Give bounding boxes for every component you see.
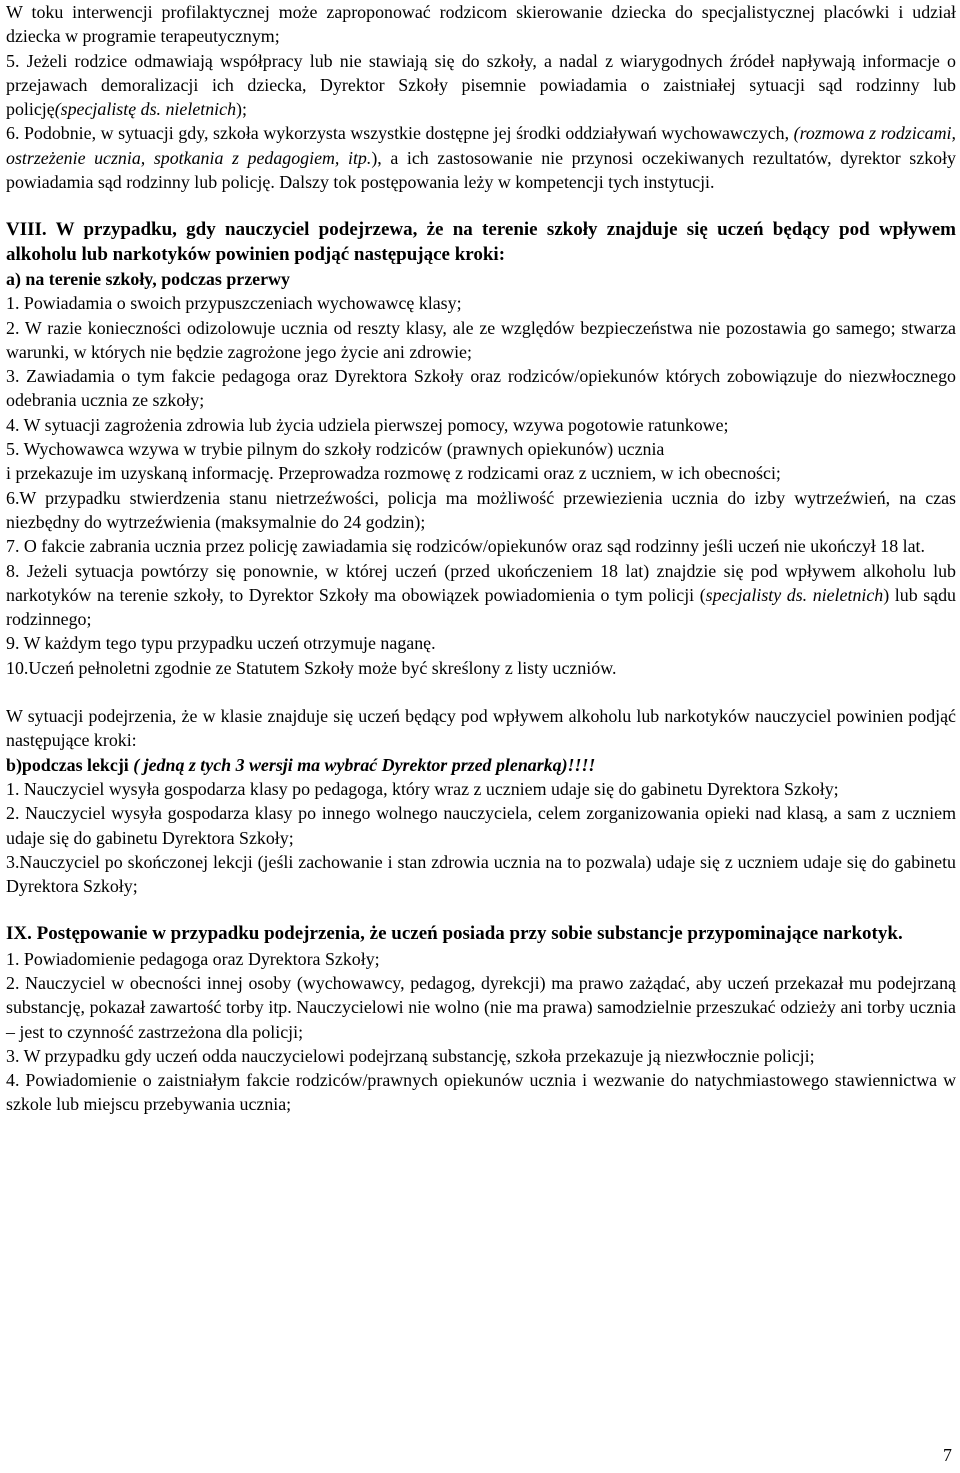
section-viii-subtitle: a) na terenie szkoły, podczas przerwy bbox=[6, 268, 290, 289]
paragraph-point-6 bbox=[6, 121, 956, 194]
lesson-subtitle-italic: ( jedną z tych 3 wersji ma wybrać Dyrektor przed plenarką)!!!! bbox=[133, 754, 596, 775]
section-viii-item: 9. W każdym tego typu przypadku uczeń otrzymuje naganę. bbox=[6, 633, 436, 654]
section-viii-item-8 bbox=[6, 559, 956, 632]
point-6-text: 6. Podobnie, w sytuacji gdy, szkoła wykorzysta wszystkie dostępne jej środki oddziaływań wychowawczych, bbox=[6, 123, 794, 144]
paragraph-intro: W toku interwencji profilaktycznej może zaproponować rodzicom skierowanie dziecka do specjalistycznej placówki i udział dziecka w programie terapeutycznym; bbox=[6, 2, 956, 47]
lesson-subtitle-bold: b)podczas lekcji bbox=[6, 754, 134, 775]
section-viii-item: 10.Uczeń pełnoletni zgodnie ze Statutem Szkoły może być skreślony z listy uczniów. bbox=[6, 657, 617, 678]
paragraph-point-5 bbox=[6, 49, 956, 122]
spacer bbox=[6, 194, 956, 218]
section-viii-title: VIII. W przypadku, gdy nauczyciel podejrzewa, że na terenie szkoły znajduje się uczeń będący pod wpływem alkoholu lub narkotyków powinien podjąć następujące kroki: bbox=[6, 219, 956, 265]
section-viii-item: 6.W przypadku stwierdzenia stanu nietrzeźwości, policja ma możliwość przewiezienia ucznia do izby wytrzeźwień, na czas niezbędny do wytrzeźwienia (maksymalnie do 24 godzin); bbox=[6, 487, 956, 532]
item-8-end: ) lub sądu rodzinnego; bbox=[6, 584, 956, 630]
section-viii-item: 5. Wychowawca wzywa w trybie pilnym do szkoły rodziców (prawnych opiekunów) ucznia bbox=[6, 439, 665, 460]
lesson-item: 2. Nauczyciel wysyła gospodarza klasy po innego wolnego nauczyciela, celem zorganizowania opieki nad klasą, a sam z uczniem udaje się do gabinetu Dyrektora Szkoły; bbox=[6, 803, 956, 848]
section-viii-item: 3. Zawiadamia o tym fakcie pedagoga oraz Dyrektora Szkoły oraz rodziców/opiekunów których zobowiązuje do niezwłocznego odebrania ucznia ze szkoły; bbox=[6, 366, 956, 411]
section-ix-item: 2. Nauczyciel w obecności innej osoby (wychowawcy, pedagog, dyrekcji) ma prawo zażądać, aby uczeń przekazał mu podejrzaną substancję, pokazał zawartość torby itp. Nauczycielowi nie wolno (nie ma prawa) samodzielnie przeszukać odzieży ani torby ucznia – jest to czynność zastrzeżona dla policji; bbox=[6, 972, 956, 1042]
lesson-item: 1. Nauczyciel wysyła gospodarza klasy po pedagoga, który wraz z uczniem udaje się do gabinetu Dyrektora Szkoły; bbox=[6, 778, 839, 799]
section-viii-item: 2. W razie konieczności odizolowuje ucznia od reszty klasy, ale ze względów bezpieczeństwa nie pozostawia go samego; stwarza warunki, w których nie będzie zagrożone jego życie ani zdrowie; bbox=[6, 317, 956, 362]
section-viii-item: 4. W sytuacji zagrożenia zdrowia lub życia udziela pierwszej pomocy, wzywa pogotowie ratunkowe; bbox=[6, 414, 729, 435]
spacer bbox=[6, 680, 956, 704]
section-viii-item: 7. O fakcie zabrania ucznia przez policję zawiadamia się rodziców/opiekunów oraz sąd rodzinny jeśli uczeń nie ukończył 18 lat. bbox=[6, 536, 925, 557]
section-ix-item: 4. Powiadomienie o zaistniałym fakcie rodziców/prawnych opiekunów ucznia i wezwanie do natychmiastowego stawiennictwa w szkole lub miejscu przebywania ucznia; bbox=[6, 1070, 956, 1115]
point-5-text: 5. Jeżeli rodzice odmawiają współpracy lub nie stawiają się do szkoły, a nadal z wiarygodnych źródeł napływają informacje o przejawach demoralizacji ich dziecka, Dyrektor Szkoły pisemnie powiadamia o zaistniałej sytuacji sąd rodzinny lub policję bbox=[6, 50, 956, 120]
point-6-end: ), a ich zastosowanie nie przynosi oczekiwanych rezultatów, dyrektor szkoły powiadamia sąd rodzinny lub policję. Dalszy tok postępowania leży w kompetencji tych instytucji. bbox=[6, 147, 956, 193]
item-8-text: 8. Jeżeli sytuacja powtórzy się ponownie, w której uczeń (przed ukończeniem 18 lat) znajdzie się pod wpływem alkoholu lub narkotyków na terenie szkoły, to Dyrektor Szkoły ma obowiązek powiadomienia o tym policji ( bbox=[6, 560, 956, 605]
item-8-italic: specjalisty ds. nieletnich bbox=[705, 584, 884, 605]
section-viii-item: 1. Powiadamia o swoich przypuszczeniach wychowawcę klasy; bbox=[6, 293, 462, 314]
section-viii-item: i przekazuje im uzyskaną informację. Przeprowadza rozmowę z rodzicami oraz z uczniem, w ich obecności; bbox=[6, 463, 781, 484]
section-ix-item: 3. W przypadku gdy uczeń odda nauczycielowi podejrzaną substancję, szkoła przekazuje ją niezwłocznie policji; bbox=[6, 1045, 815, 1066]
page-number: 7 bbox=[943, 1445, 952, 1465]
point-5-end: ); bbox=[236, 99, 247, 120]
lesson-item: 3.Nauczyciel po skończonej lekcji (jeśli zachowanie i stan zdrowia ucznia na to pozwala) udaje się z uczniem udaje się do gabinetu Dyrektora Szkoły; bbox=[6, 851, 956, 897]
section-ix-item: 1. Powiadomienie pedagoga oraz Dyrektora Szkoły; bbox=[6, 948, 380, 969]
section-ix-title: IX. Postępowanie w przypadku podejrzenia, że uczeń posiada przy sobie substancje przypominające narkotyk. bbox=[6, 923, 903, 945]
lesson-subtitle bbox=[6, 753, 956, 777]
lesson-intro: W sytuacji podejrzenia, że w klasie znajduje się uczeń będący pod wpływem alkoholu lub narkotyków nauczyciel powinien podjąć następujące kroki: bbox=[6, 706, 956, 751]
spacer bbox=[6, 898, 956, 922]
point-5-italic: (specjalistę ds. nieletnich bbox=[54, 99, 237, 120]
point-6-italic: (rozmowa z rodzicami, ostrzeżenie ucznia, spotkania z pedagogiem, itp. bbox=[6, 123, 956, 168]
